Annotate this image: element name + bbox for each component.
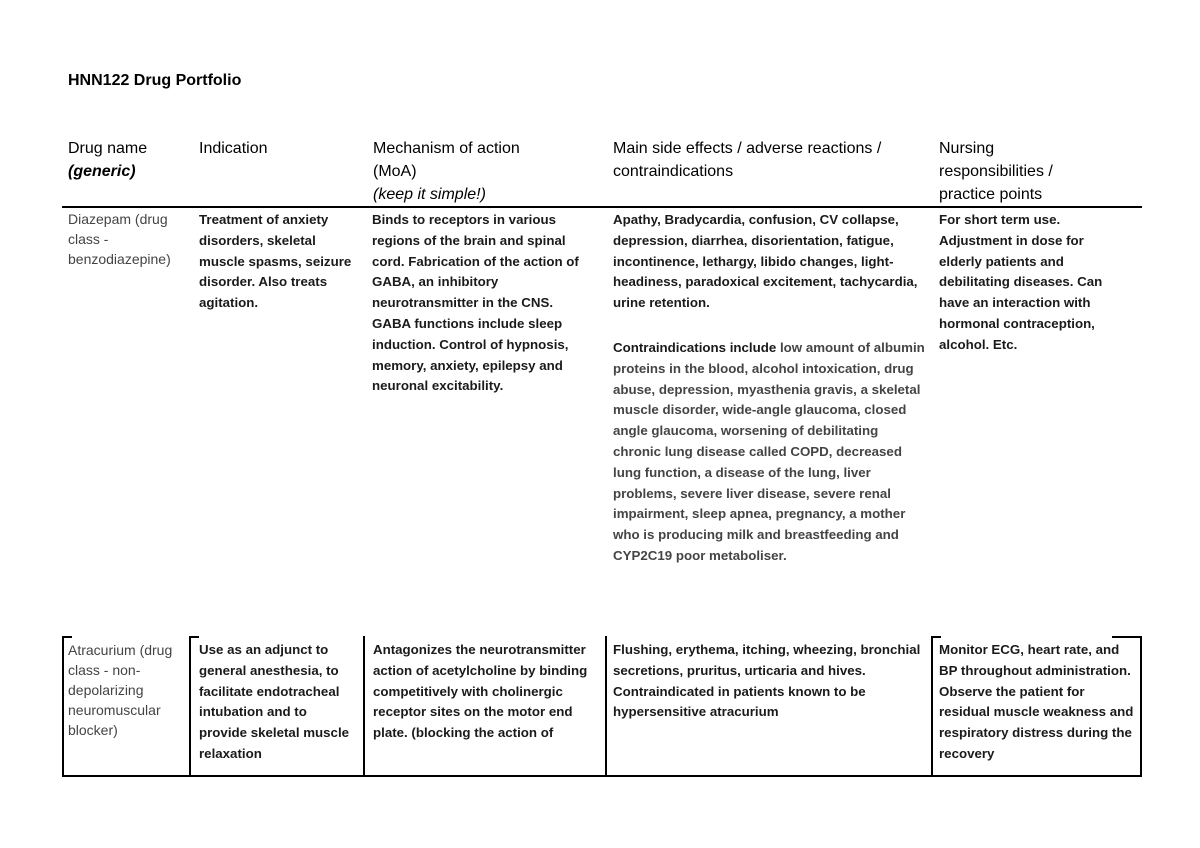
row2-drug-name: Atracurium (drug class - non-depolarizing neuromuscular blocker) (68, 642, 173, 738)
row2-moa: Antagonizes the neurotransmitter action of acetylcholine by binding competitively with cholinergic receptor sites on the motor end plate. (blocking the action of (373, 642, 588, 741)
row2-side-effects-cell (613, 640, 925, 723)
row1-side-effects: Apathy, Bradycardia, confusion, CV collapse, depression, diarrhea, disorientation, fatigue, incontinence, lethargy, libido changes, light-headiness, paradoxical excitement, tachycardia, urine retention. (613, 212, 918, 311)
row1-side-effects-cell (613, 210, 925, 567)
row2-border-col3 (363, 636, 365, 777)
row1-indication: Treatment of anxiety disorders, skeletal muscle spasms, seizure disorder. Also treats agitation. (199, 212, 352, 311)
row1-nursing: For short term use. Adjustment in dose for elderly patients and debilitating diseases. Can have an interaction with hormonal contraception, alcohol. Etc. (939, 212, 1103, 352)
row1-drug-name: Diazepam (drug class - benzodiazepine) (68, 211, 171, 267)
row2-border-right (1140, 636, 1142, 777)
row2-bottom-border (62, 775, 1142, 777)
header-moa-line1: Mechanism of action (373, 140, 520, 157)
header-nursing-line1: Nursing (939, 140, 995, 157)
page-title: HNN122 Drug Portfolio (68, 72, 242, 89)
row1-contraindications (613, 338, 925, 567)
header-drug-name-label: Drug name (68, 140, 148, 157)
header-side-effects-line2: contraindications (613, 163, 734, 180)
header-indication: Indication (199, 140, 268, 157)
row1-contra-text: low amount of albumin proteins in the blood, alcohol intoxication, drug abuse, depression, myasthenia gravis, a skeletal muscle disorder, wide-angle glaucoma, closed angle glaucoma, worsening of debilitating chronic lung disease called COPD, decreased lung function, a disease of the lung, liver problems, severe liver disease, severe renal impairment, sleep apnea, pregnancy, a mother who is producing milk and breastfeeding and CYP2C19 poor metaboliser. (613, 339, 925, 563)
row2-side-effects: Flushing, erythema, itching, wheezing, bronchial secretions, pruritus, urticaria and hives. (613, 642, 921, 678)
header-moa-line2: (MoA) (373, 163, 417, 180)
row2-border-col4 (605, 636, 607, 777)
header-moa (373, 137, 603, 206)
row2-border-left (62, 636, 64, 777)
header-nursing-line2: responsibilities / (939, 163, 1053, 180)
row1-contra-label: Contraindications include (613, 339, 777, 355)
header-nursing (939, 137, 1139, 206)
header-side-effects-line1: Main side effects / adverse reactions / (613, 140, 882, 157)
header-moa-line3: (keep it simple!) (373, 186, 486, 203)
header-side-effects (613, 137, 933, 183)
header-nursing-line3: practice points (939, 186, 1043, 203)
row2-border-col2 (189, 636, 191, 777)
row2-top-border-right (1112, 636, 1142, 638)
row2-border-col5 (931, 636, 933, 777)
header-divider (62, 206, 1142, 208)
row2-indication: Use as an adjunct to general anesthesia, to facilitate endotracheal intubation and to provide skeletal muscle relaxation (199, 642, 350, 761)
row1-moa: Binds to receptors in various regions of the brain and spinal cord. Fabrication of the action of GABA, an inhibitory neurotransmitter in the CNS. GABA functions include sleep induction. Control of hypnosis, memory, anxiety, epilepsy and neuronal excitability. (372, 212, 579, 394)
header-drug-name (68, 137, 188, 183)
row2-nursing: Monitor ECG, heart rate, and BP throughout administration. Observe the patient for residual muscle weakness and respiratory distress during the recovery (939, 642, 1134, 761)
row2-contraindications: Contraindicated in patients known to be hypersensitive atracurium (613, 683, 866, 720)
header-drug-name-sub: (generic) (68, 163, 136, 180)
